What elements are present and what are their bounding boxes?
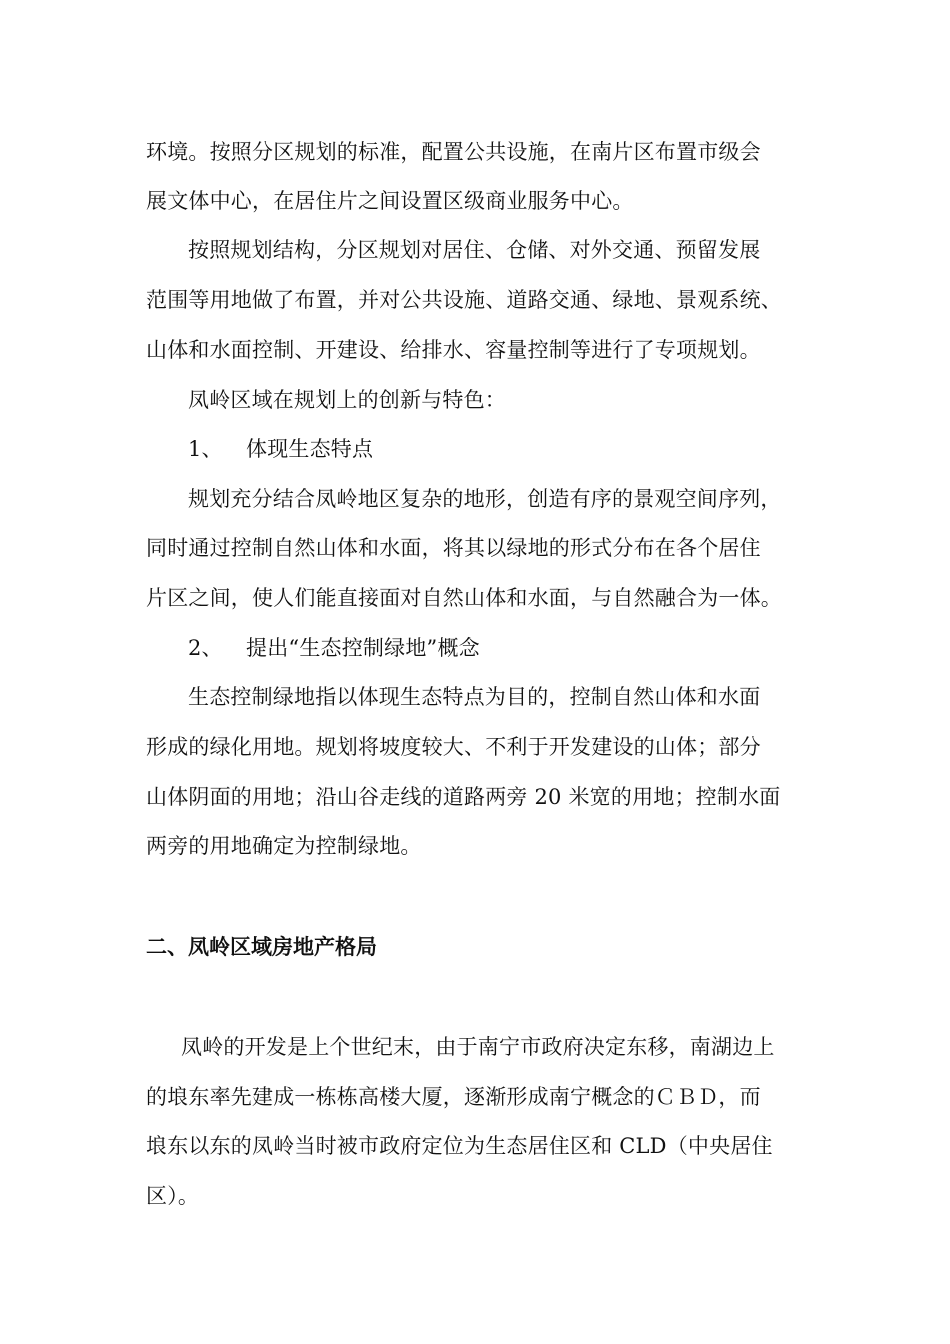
paragraph-6-line-1: 凤岭的开发是上个世纪末，由于南宁市政府决定东移，南湖边上: [181, 1035, 775, 1059]
paragraph-2-line-2: 范围等用地做了布置，并对公共设施、道路交通、绿地、景观系统、: [146, 288, 782, 312]
paragraph-2-line-1: 按照规划结构，分区规划对居住、仓储、对外交通、预留发展: [188, 238, 761, 262]
paragraph-1-line-1: 环境。按照分区规划的标准，配置公共设施，在南片区布置市级会: [146, 140, 761, 164]
list-item-2-text: 提出“生态控制绿地”概念: [246, 636, 480, 660]
paragraph-5-line-2: 形成的绿化用地。规划将坡度较大、不利于开发建设的山体；部分: [146, 735, 761, 759]
paragraph-6-line-4: 区）。: [146, 1184, 200, 1208]
paragraph-4-line-1: 规划充分结合凤岭地区复杂的地形，创造有序的景观空间序列，: [188, 487, 782, 511]
paragraph-4-line-2: 同时通过控制自然山体和水面，将其以绿地的形式分布在各个居住: [146, 536, 761, 560]
list-item-2: [188, 633, 480, 663]
paragraph-5-line-1: 生态控制绿地指以体现生态特点为目的，控制自然山体和水面: [188, 685, 761, 709]
paragraph-6-line-3: 埌东以东的凤岭当时被市政府定位为生态居住区和 CLD（中央居住: [146, 1134, 773, 1158]
paragraph-5-line-4: 两旁的用地确定为控制绿地。: [146, 834, 422, 858]
paragraph-2-line-3: 山体和水面控制、开建设、给排水、容量控制等进行了专项规划。: [146, 338, 761, 362]
paragraph-6-line-2: 的埌东率先建成一栋栋高楼大厦，逐渐形成南宁概念的ＣＢＤ，而: [146, 1085, 761, 1109]
section-heading: 二、凤岭区域房地产格局: [146, 935, 377, 959]
list-item-1-number: 1、: [188, 437, 223, 461]
list-item-1-text: 体现生态特点: [246, 437, 374, 461]
paragraph-4-line-3: 片区之间，使人们能直接面对自然山体和水面，与自然融合为一体。: [146, 586, 782, 610]
paragraph-3-line-1: 凤岭区域在规划上的创新与特色：: [188, 388, 506, 412]
paragraph-5-line-3: 山体阴面的用地；沿山谷走线的道路两旁 20 米宽的用地；控制水面: [146, 785, 781, 809]
list-item-1: [188, 434, 373, 464]
paragraph-1-line-2: 展文体中心，在居住片之间设置区级商业服务中心。: [146, 189, 634, 213]
list-item-2-number: 2、: [188, 636, 223, 660]
